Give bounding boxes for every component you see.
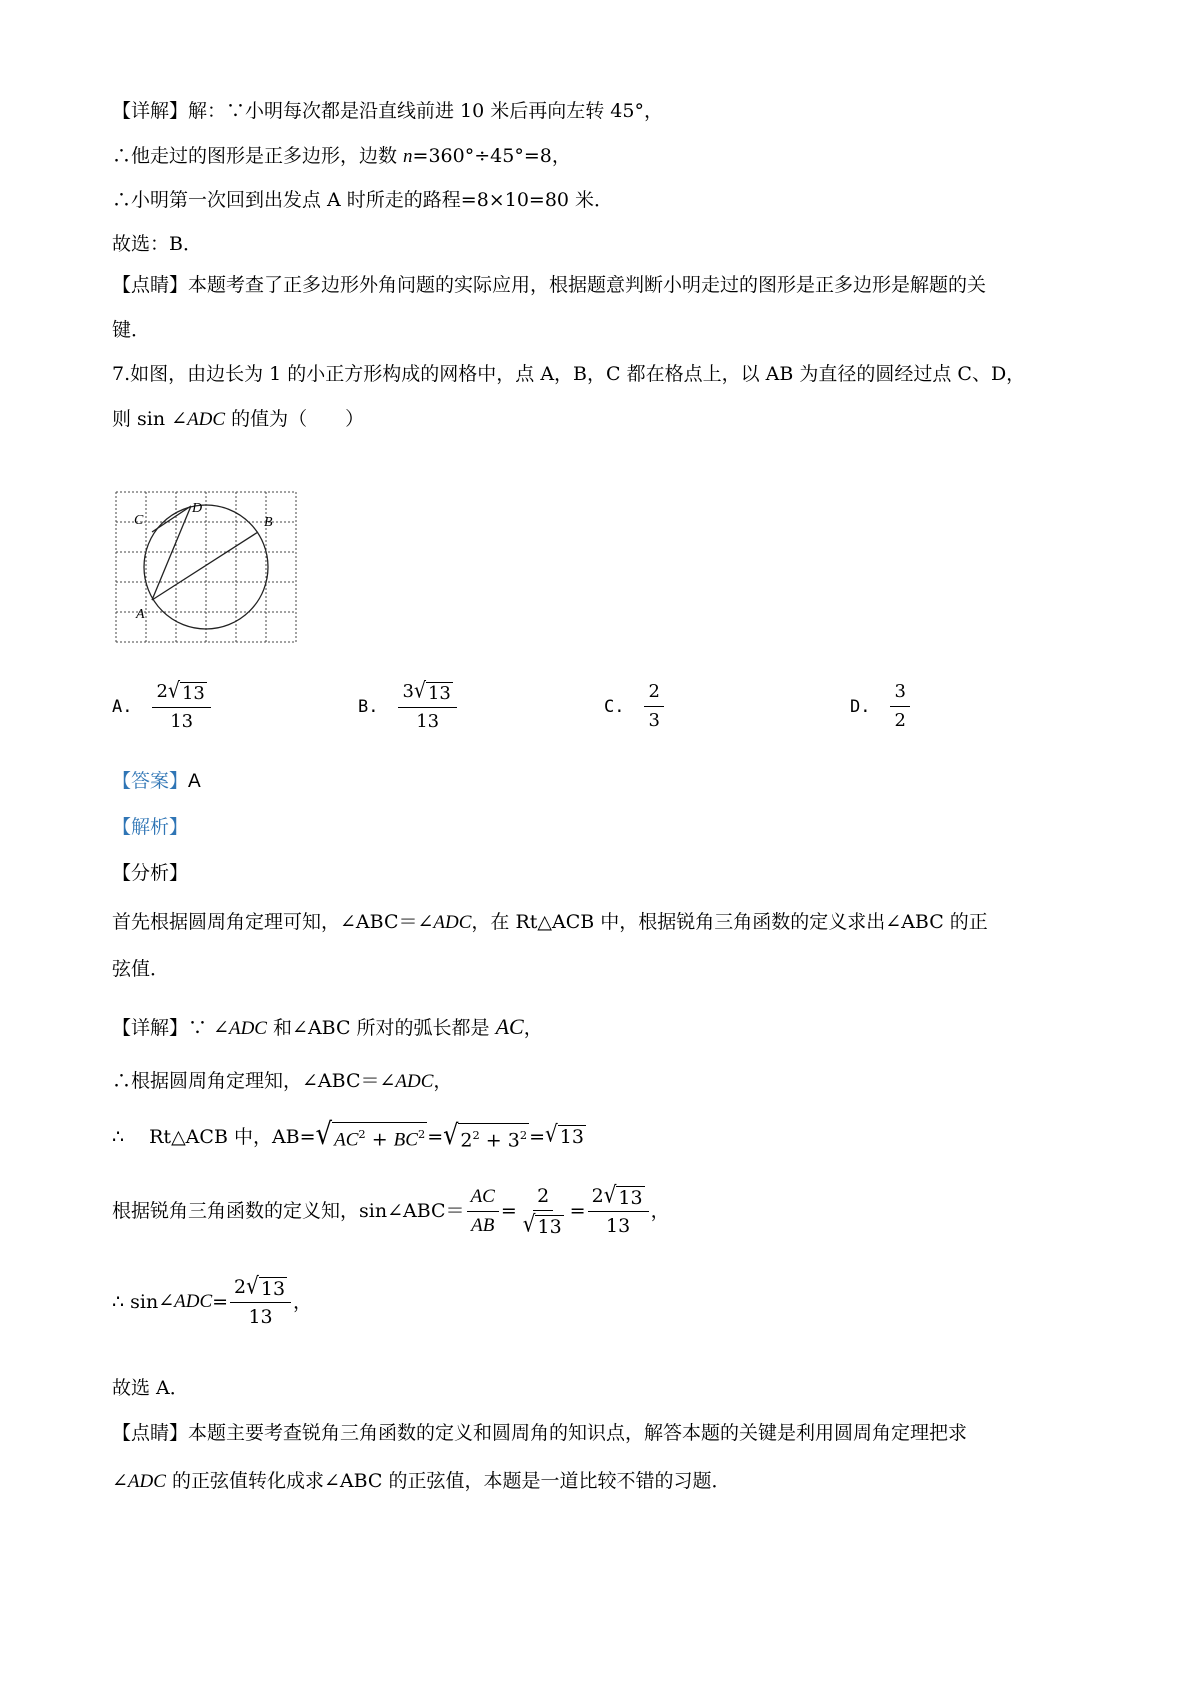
detail-line-6: 故选 A．: [112, 1377, 189, 1399]
answer-line: [112, 768, 201, 795]
label-a: A: [136, 607, 145, 622]
segment-ab: [152, 532, 258, 600]
segment-ad: [152, 506, 191, 600]
answer-value: A: [188, 771, 201, 792]
comment-tag: 【点睛】: [112, 274, 189, 296]
fenxi-line-1: 首先根据圆周角定理可知，∠ABC＝∠ADC，在 Rt△ACB 中，根据锐角三角函数的定义求出∠ABC 的正: [112, 911, 988, 933]
geometry-figure: [114, 490, 314, 645]
detail-line-5: ∴ sin ∠ADC = 2 √ 13 13 ，: [112, 1271, 313, 1328]
label-d: D: [192, 501, 203, 516]
sqrt-expr-1: √ $AC^2 + BC^2$: [315, 1117, 426, 1153]
question-stem-2: 则 sin ∠ADC 的值为（ ）: [112, 408, 365, 430]
detail-line-3: ∴ Rt△ACB 中，AB= √ $AC^2 + BC^2$ = √ $2^2 + 3^2$ = √ 13: [112, 1117, 584, 1153]
sqrt-expr-3: √ 13: [545, 1119, 584, 1149]
prev-comment-line: 【点睛】本题考查了正多边形外角问题的实际应用，根据题意判断小明走过的图形是正多边形是解题的关: [112, 274, 987, 296]
fenxi-line-2: 弦值．: [112, 958, 170, 980]
prev-line-4: 故选：B．: [112, 233, 202, 255]
comment-line-1: 【点睛】本题主要考查锐角三角函数的定义和圆周角的知识点，解答本题的关键是利用圆周角定理把求: [112, 1422, 968, 1444]
prev-detail-line: 【详解】解：∵小明每次都是沿直线前进 10 米后再向左转 45°，: [112, 100, 663, 122]
option-c: C. $\frac{2}{3}$: [604, 680, 666, 733]
label-c: C: [134, 513, 144, 528]
answer-tag: 【答案】: [112, 770, 189, 792]
comment-line-2: ∠ADC 的正弦值转化成求∠ABC 的正弦值，本题是一道比较不错的习题．: [112, 1470, 731, 1492]
option-a: A. 2 √ 13 13: [112, 680, 213, 734]
analysis-tag: 【解析】: [112, 816, 189, 838]
question-stem: 7.如图，由边长为 1 的小正方形构成的网格中，点 A，B，C 都在格点上，以 AB 为直径的圆经过点 C、D，: [112, 363, 1026, 385]
detail-line-1: 【详解】∵ ∠ADC 和∠ABC 所对的弧长都是 AC，: [112, 1014, 543, 1039]
prev-line-3: ∴小明第一次回到出发点 A 时所走的路程=8×10=80 米．: [112, 189, 614, 211]
fenxi-tag: 【分析】: [112, 862, 189, 884]
circle: [144, 505, 268, 629]
detail-line-4: 根据锐角三角函数的定义知，sin∠ABC＝ $\frac{AC}{AB}$ = 2 √ 13 = 2 √ 13 13 ，: [112, 1180, 670, 1238]
option-d: D. $\frac{3}{2}$: [850, 680, 912, 733]
detail-line-2: ∴根据圆周角定理知，∠ABC＝∠ADC，: [112, 1070, 453, 1092]
option-b: B. 3 √ 13 13: [358, 680, 459, 734]
prev-line-2: ∴他走过的图形是正多边形，边数 n=360°÷45°=8，: [112, 145, 571, 167]
detail-tag: 【详解】: [112, 100, 189, 122]
label-b: B: [264, 515, 273, 530]
sqrt-expr-2: √ $2^2 + 3^2$: [443, 1118, 528, 1151]
prev-line-6: 键．: [112, 319, 151, 341]
